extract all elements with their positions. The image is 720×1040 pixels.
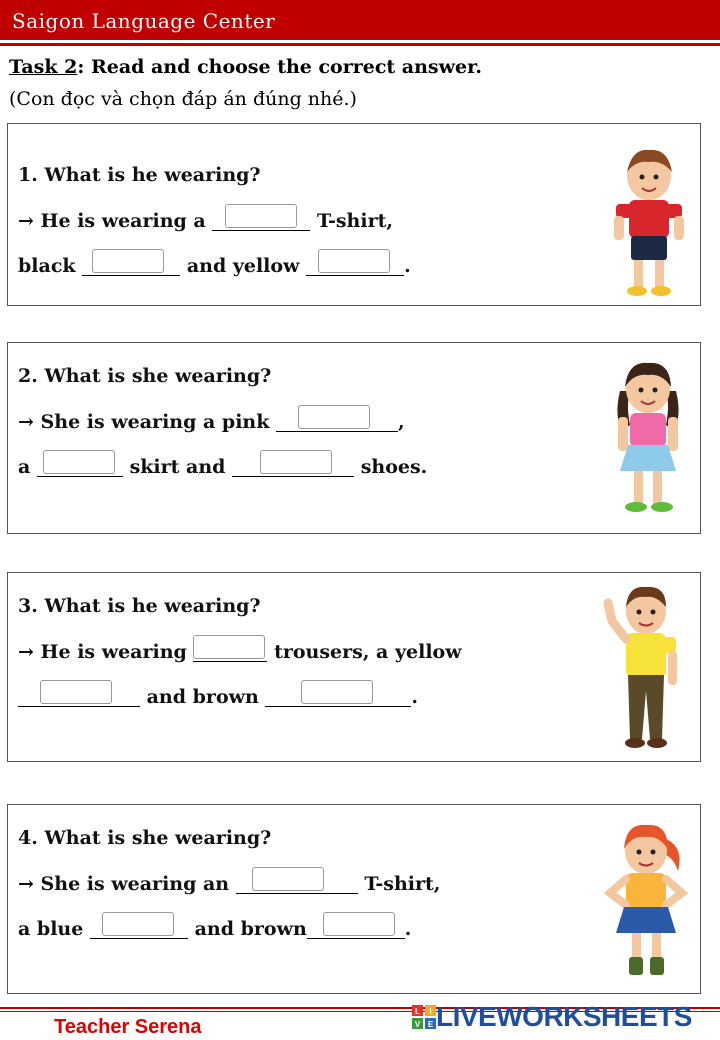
girl-pink-top-illustration <box>600 355 696 521</box>
answer-text: T-shirt, <box>316 210 393 232</box>
answer-text: . <box>411 686 419 708</box>
header-title: Saigon Language Center <box>12 9 276 33</box>
answer-line-2 <box>18 253 411 277</box>
question-card-3 <box>7 572 701 762</box>
task-instruction: : Read and choose the correct answer. <box>77 56 482 78</box>
answer-text: skirt and <box>129 456 226 478</box>
answer-dropbox[interactable] <box>323 912 395 936</box>
answer-text: and brown <box>194 918 307 940</box>
answer-blank <box>236 871 358 894</box>
task-heading <box>9 56 482 78</box>
question-card-2 <box>7 342 701 534</box>
logo-letter: I <box>429 1007 432 1016</box>
answer-text: black <box>18 255 76 277</box>
answer-dropbox[interactable] <box>193 635 265 659</box>
answer-dropbox[interactable] <box>298 405 370 429</box>
answer-line-2 <box>18 454 427 478</box>
header-bar <box>0 0 720 40</box>
answer-blank <box>265 684 411 707</box>
answer-blank <box>306 253 404 276</box>
answer-text: → He is wearing a <box>18 210 206 232</box>
liveworksheets-icon <box>412 1005 436 1029</box>
answer-dropbox[interactable] <box>260 450 332 474</box>
task-subtitle: (Con đọc và chọn đáp án đúng nhé.) <box>9 88 357 110</box>
answer-dropbox[interactable] <box>225 204 297 228</box>
answer-dropbox[interactable] <box>318 249 390 273</box>
answer-text: a blue <box>18 918 84 940</box>
answer-dropbox[interactable] <box>252 867 324 891</box>
answer-blank <box>37 454 123 477</box>
answer-text: and brown <box>146 686 259 708</box>
answer-line-1 <box>18 639 462 663</box>
answer-dropbox[interactable] <box>92 249 164 273</box>
task-label: Task 2 <box>9 56 78 78</box>
answer-blank <box>82 253 180 276</box>
answer-text: and yellow <box>186 255 300 277</box>
question-text: 1. What is he wearing? <box>18 164 261 186</box>
answer-text: shoes. <box>360 456 428 478</box>
answer-blank <box>307 916 405 939</box>
question-text: 3. What is he wearing? <box>18 595 261 617</box>
answer-text: a <box>18 456 31 478</box>
header-divider <box>0 43 720 46</box>
answer-text: T-shirt, <box>364 873 441 895</box>
answer-text: → He is wearing <box>18 641 187 663</box>
answer-line-2 <box>18 684 418 708</box>
answer-text: → She is wearing a pink <box>18 411 270 433</box>
teacher-credit: Teacher Serena <box>54 1016 202 1038</box>
answer-text: . <box>404 918 412 940</box>
logo-letter: L <box>415 1007 420 1016</box>
answer-blank <box>193 639 267 662</box>
answer-blank <box>212 208 310 231</box>
answer-line-1 <box>18 208 393 232</box>
logo-letter: E <box>427 1020 434 1029</box>
answer-text: trousers, a yellow <box>274 641 462 663</box>
answer-dropbox[interactable] <box>40 680 112 704</box>
girl-orange-tshirt-illustration <box>598 819 696 989</box>
answer-text: → She is wearing an <box>18 873 230 895</box>
boy-red-tshirt-illustration <box>602 144 696 300</box>
logo-letter: V <box>414 1020 421 1029</box>
answer-blank <box>276 409 398 432</box>
boy-yellow-tshirt-illustration <box>594 581 696 757</box>
answer-dropbox[interactable] <box>301 680 373 704</box>
answer-blank <box>90 916 188 939</box>
liveworksheets-logo[interactable] <box>412 1002 692 1032</box>
answer-text: . <box>404 255 411 277</box>
answer-line-1 <box>18 871 440 895</box>
answer-line-2 <box>18 916 411 940</box>
answer-text: , <box>398 411 405 433</box>
answer-dropbox[interactable] <box>102 912 174 936</box>
liveworksheets-wordmark: LIVEWORKSHEETS <box>436 1001 692 1032</box>
answer-dropbox[interactable] <box>43 450 115 474</box>
question-card-1 <box>7 123 701 306</box>
answer-blank <box>232 454 354 477</box>
question-text: 4. What is she wearing? <box>18 827 272 849</box>
question-text: 2. What is she wearing? <box>18 365 272 387</box>
answer-blank <box>18 684 140 707</box>
question-card-4 <box>7 804 701 994</box>
answer-line-1 <box>18 409 405 433</box>
